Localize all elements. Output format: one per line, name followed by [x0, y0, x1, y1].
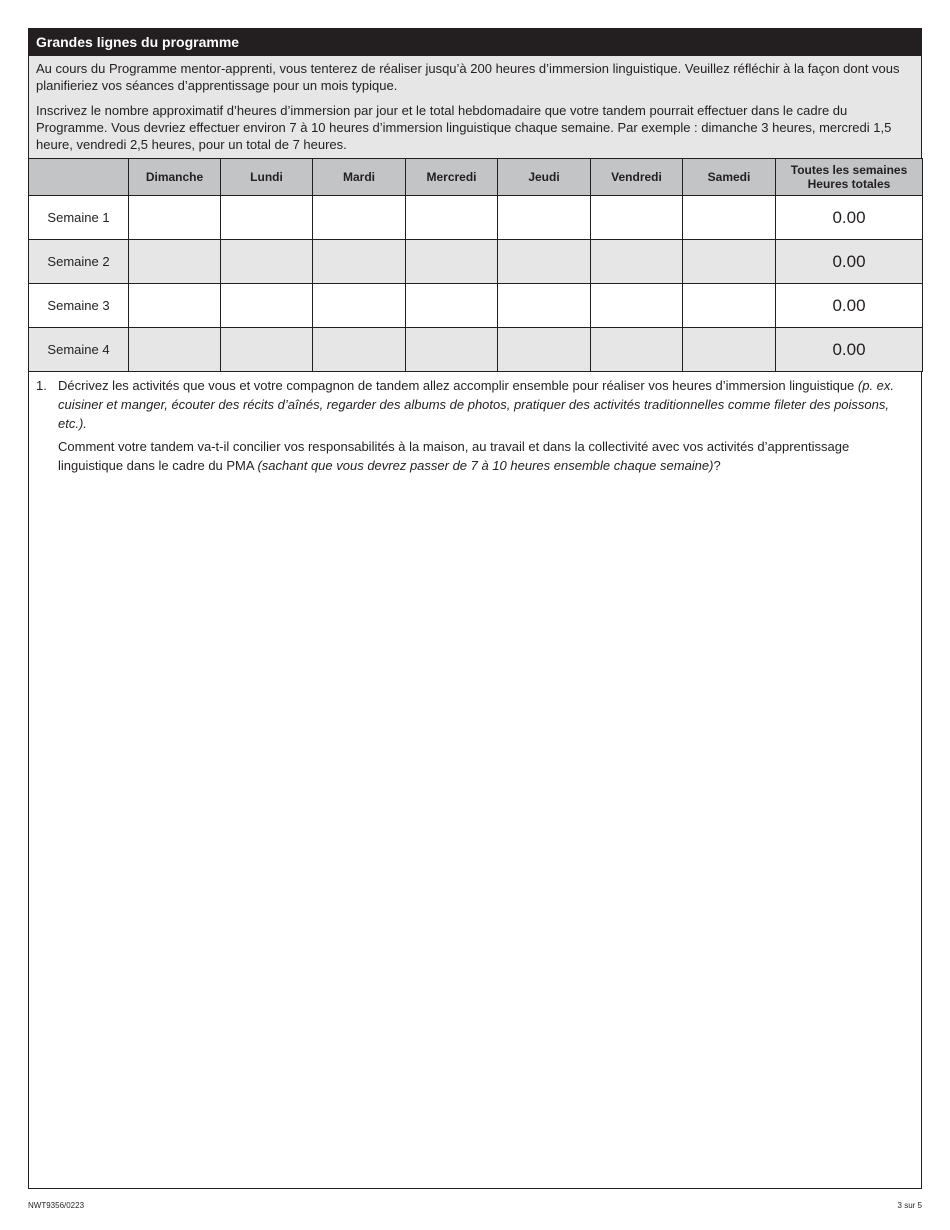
hours-cell[interactable] — [221, 240, 313, 284]
hours-cell[interactable] — [221, 284, 313, 328]
column-header-dimanche: Dimanche — [129, 159, 221, 196]
hours-cell[interactable] — [683, 328, 776, 372]
question-text-2-main: Comment votre tandem va-t-il concilier vos responsabilités à la maison, au travail et dans la collectivité avec vos activités d’apprentissage linguistique dans le cadre du PMA — [58, 439, 850, 473]
question-1 — [29, 372, 921, 475]
question-text-1 — [58, 376, 909, 433]
intro-text — [29, 56, 921, 158]
column-header-vendredi: Vendredi — [591, 159, 683, 196]
hours-cell[interactable] — [313, 196, 406, 240]
question-body — [58, 376, 909, 475]
answer-area[interactable] — [29, 509, 921, 1188]
hours-cell[interactable] — [591, 328, 683, 372]
column-header-jeudi: Jeudi — [498, 159, 591, 196]
program-outline-form — [28, 28, 922, 1189]
weekly-hours-table — [28, 158, 923, 372]
question-text-1-main: Décrivez les activités que vous et votre compagnon de tandem allez accomplir ensemble pour réaliser vos heures d’immersion linguistique — [58, 378, 858, 393]
hours-cell[interactable] — [498, 240, 591, 284]
week-total: 0.00 — [776, 284, 923, 328]
intro-paragraph-1: Au cours du Programme mentor-apprenti, vous tenterez de réaliser jusqu’à 200 heures d’immersion linguistique. Veuillez réfléchir à la façon dont vous planifieriez vos séances d’apprentissage pour un mois typique. — [36, 61, 900, 93]
row-label: Semaine 2 — [29, 240, 129, 284]
hours-cell[interactable] — [591, 196, 683, 240]
hours-cell[interactable] — [683, 240, 776, 284]
table-row-week-2 — [29, 240, 923, 284]
hours-cell[interactable] — [406, 284, 498, 328]
hours-cell[interactable] — [313, 240, 406, 284]
table-row-week-3 — [29, 284, 923, 328]
form-code: NWT9356/0223 — [28, 1201, 85, 1210]
row-label: Semaine 4 — [29, 328, 129, 372]
hours-cell[interactable] — [129, 196, 221, 240]
week-total: 0.00 — [776, 328, 923, 372]
question-number: 1. — [36, 378, 47, 393]
hours-cell[interactable] — [591, 284, 683, 328]
table-row-week-1 — [29, 196, 923, 240]
column-header-lundi: Lundi — [221, 159, 313, 196]
hours-cell[interactable] — [406, 328, 498, 372]
page-number: 3 sur 5 — [897, 1201, 922, 1210]
hours-cell[interactable] — [221, 196, 313, 240]
hours-cell[interactable] — [221, 328, 313, 372]
hours-cell[interactable] — [313, 328, 406, 372]
column-header-mercredi: Mercredi — [406, 159, 498, 196]
hours-cell[interactable] — [683, 196, 776, 240]
hours-cell[interactable] — [406, 196, 498, 240]
hours-cell[interactable] — [498, 284, 591, 328]
hours-cell[interactable] — [591, 240, 683, 284]
hours-cell[interactable] — [683, 284, 776, 328]
column-header-mardi: Mardi — [313, 159, 406, 196]
week-total: 0.00 — [776, 240, 923, 284]
week-total: 0.00 — [776, 196, 923, 240]
hours-cell[interactable] — [129, 328, 221, 372]
question-text-2-end: ? — [713, 458, 721, 473]
column-header-total — [776, 159, 923, 196]
hours-cell[interactable] — [498, 328, 591, 372]
table-header-row — [29, 159, 923, 196]
question-text-2 — [58, 437, 909, 475]
total-header-line-1: Toutes les semaines — [790, 163, 908, 177]
question-text-2-italic: (sachant que vous devrez passer de 7 à 10 heures ensemble chaque semaine) — [257, 458, 714, 473]
section-title: Grandes lignes du programme — [29, 29, 921, 56]
hours-cell[interactable] — [313, 284, 406, 328]
question-text-1-italic: (p. ex. cuisiner et manger, écouter des récits d’aînés, regarder des albums de photos, pratiquer des activités traditionnelles comme fileter des poissons, etc.). — [58, 378, 895, 431]
hours-cell[interactable] — [406, 240, 498, 284]
hours-cell[interactable] — [498, 196, 591, 240]
hours-cell[interactable] — [129, 284, 221, 328]
hours-cell[interactable] — [129, 240, 221, 284]
row-label: Semaine 3 — [29, 284, 129, 328]
column-header-samedi: Samedi — [683, 159, 776, 196]
total-header-line-2: Heures totales — [807, 177, 891, 191]
row-label: Semaine 1 — [29, 196, 129, 240]
table-row-week-4 — [29, 328, 923, 372]
intro-paragraph-2: Inscrivez le nombre approximatif d’heures d’immersion par jour et le total hebdomadaire que votre tandem pourrait effectuer dans le cadre du Programme. Vous devriez effectuer environ 7 à 10 heures d’immersion linguistique chaque semaine. Par exemple : dimanche 3 heures, mercredi 1,5 heure, vendredi 2,5 heures, pour un total de 7 heures. — [36, 103, 892, 152]
corner-header — [29, 159, 129, 196]
